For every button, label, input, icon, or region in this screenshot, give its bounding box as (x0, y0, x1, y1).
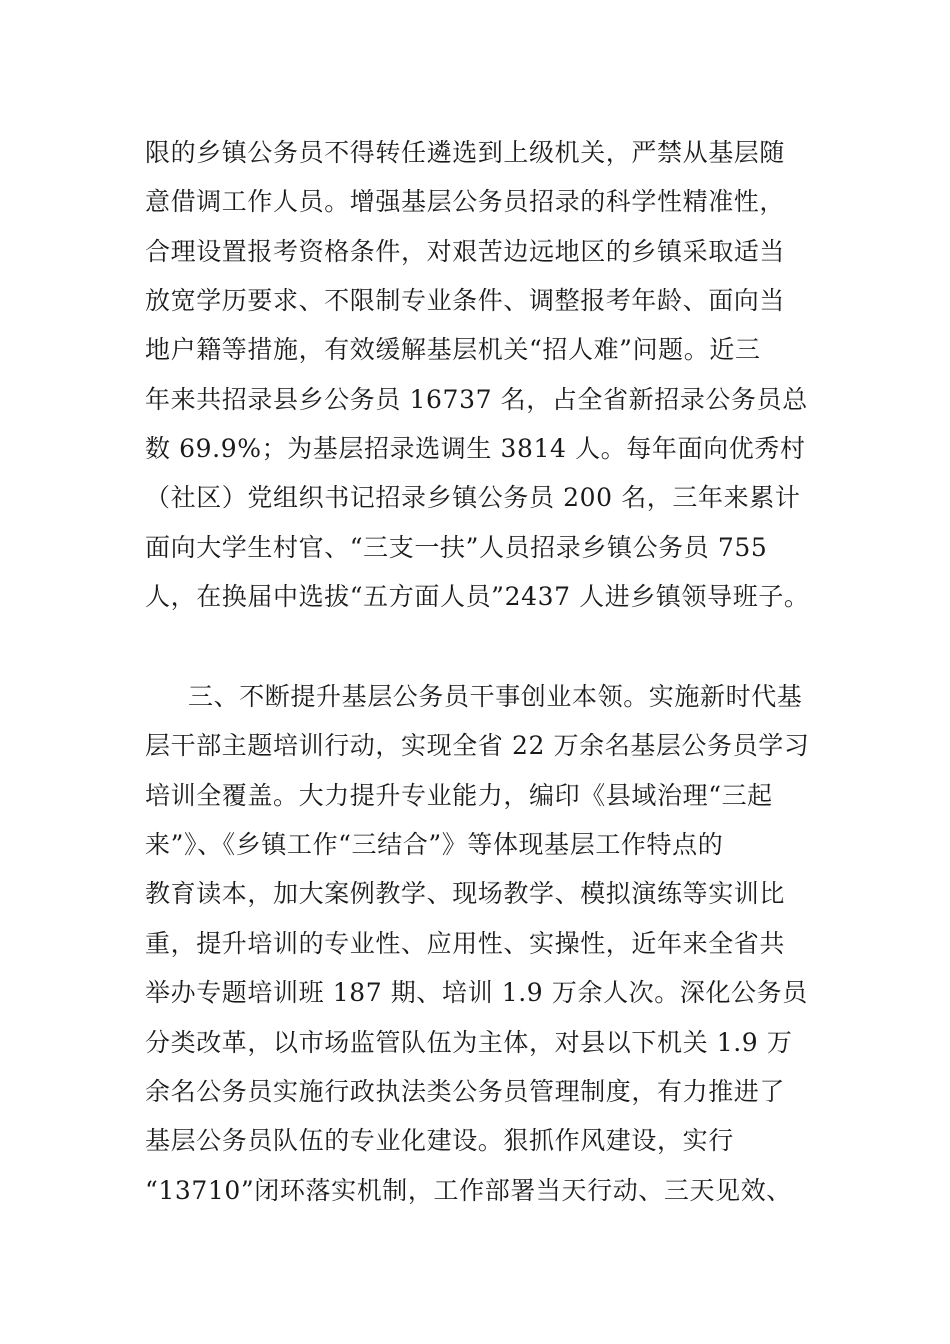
text-line: 层干部主题培训行动，实现全省 22 万余名基层公务员学习 (145, 731, 810, 760)
text-line: 限的乡镇公务员不得转任遴选到上级机关，严禁从基层随 (145, 138, 786, 167)
text-line: 重，提升培训的专业性、应用性、实操性，近年来全省共 (145, 929, 786, 958)
text-line: （社区）党组织书记招录乡镇公务员 200 名，三年来累计 (145, 483, 801, 512)
text-line: 地户籍等措施，有效缓解基层机关“招人难”问题。近三 (145, 335, 761, 364)
text-line: 意借调工作人员。增强基层公务员招录的科学性精准性， (145, 187, 786, 216)
text-line: 分类改革，以市场监管队伍为主体，对县以下机关 1.9 万 (145, 1028, 793, 1057)
text-line: 人，在换届中选拔“五方面人员”2437 人进乡镇领导班子。 (145, 582, 810, 611)
text-line: 培训全覆盖。大力提升专业能力，编印《县域治理“三起 (145, 781, 773, 810)
text-line: 基层公务员队伍的专业化建设。狠抓作风建设，实行 (145, 1126, 734, 1155)
text-line: 余名公务员实施行政执法类公务员管理制度，有力推进了 (145, 1077, 786, 1106)
text-line: 来”》、《乡镇工作“三结合”》等体现基层工作特点的 (145, 830, 724, 859)
text-line: “13710”闭环落实机制，工作部署当天行动、三天见效、 (145, 1176, 792, 1205)
text-line: 面向大学生村官、“三支一扶”人员招录乡镇公务员 755 (145, 533, 768, 562)
text-line: 三、不断提升基层公务员干事创业本领。实施新时代基 (188, 682, 803, 711)
text-line: 举办专题培训班 187 期、培训 1.9 万余人次。深化公务员 (145, 978, 808, 1007)
text-line: 放宽学历要求、不限制专业条件、调整报考年龄、面向当 (145, 286, 786, 315)
text-line: 数 69.9%；为基层招录选调生 3814 人。每年面向优秀村 (145, 434, 806, 463)
text-line: 教育读本，加大案例教学、现场教学、模拟演练等实训比 (145, 879, 786, 908)
text-line: 合理设置报考资格条件，对艰苦边远地区的乡镇采取适当 (145, 237, 786, 266)
text-line: 年来共招录县乡公务员 16737 名，占全省新招录公务员总 (145, 385, 808, 414)
